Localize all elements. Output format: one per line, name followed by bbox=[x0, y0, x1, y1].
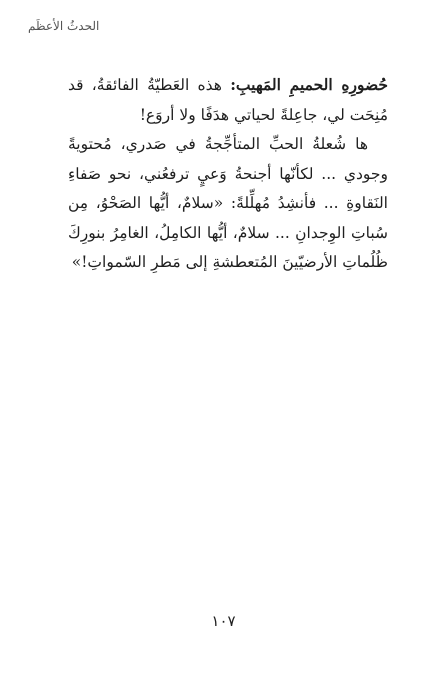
paragraph-1-bold-lead: حُضورِهِ الحميمِ المَهيبِ: bbox=[230, 75, 388, 94]
page-number: ١٠٧ bbox=[211, 612, 236, 630]
paragraph-1 bbox=[68, 70, 388, 130]
paragraph-1-text: هذه العَطيّةُ الفائقةُ، قد مُنِحَت لي، جاعِلةً لحياتي هدَفًا ولا أروَع! bbox=[68, 76, 388, 124]
paragraph-2: ها شُعلةُ الحبِّ المتأجِّجةُ في صَدري، مُحتويةً وجودي ... لكأنّها أجنحةُ وَعيٍ ترفعُني، نحو صَفاءِ النَقاوةِ ... فأنشِدُ مُهلِّلةً: «سلامٌ، أيُّها الصَحْوُ، مِن سُباتِ الوِجدانِ ... سلامٌ، أيُّها الكامِلُ، الغامِرُ بنورِكَ ظُلُماتِ الأرضيّينَ المُتعطشةِ إلى مَطرِ السّمواتِ!» bbox=[68, 135, 388, 271]
body-text bbox=[68, 70, 388, 278]
running-header: الحدثُ الأعظَم bbox=[28, 19, 100, 33]
